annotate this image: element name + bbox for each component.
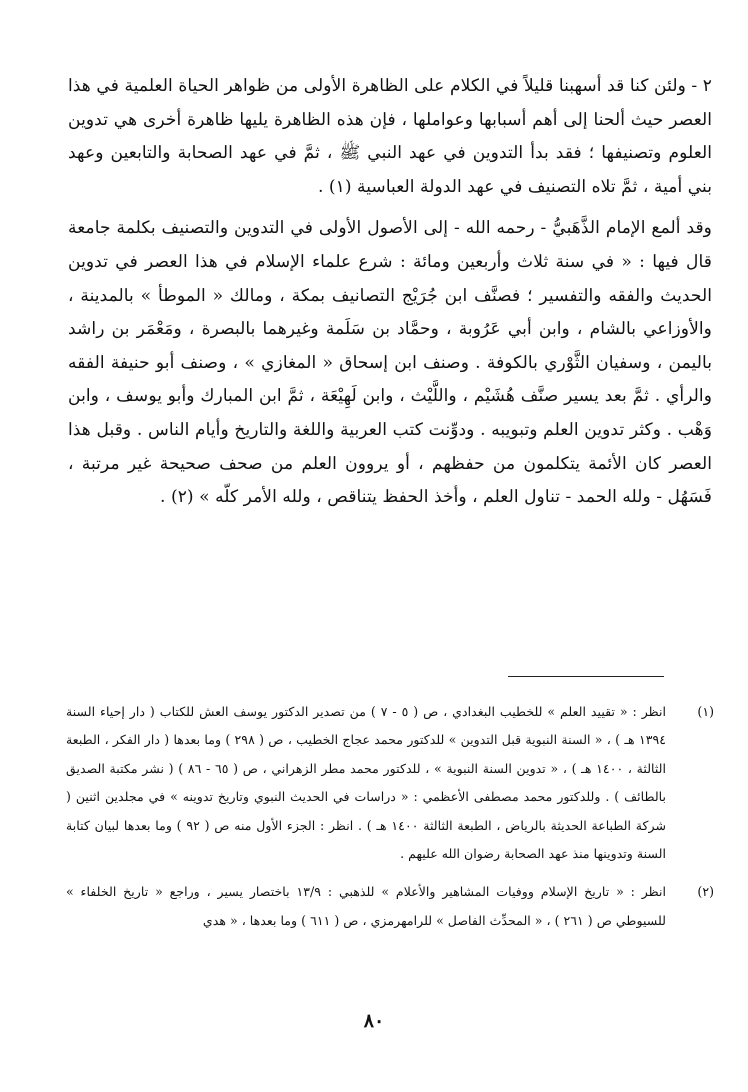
page-number: ٨٠: [363, 1010, 385, 1032]
footnote-number: (٢): [697, 884, 714, 900]
paragraph-1: ٢ - ولئن كنا قد أسهبنا قليلاً في الكلام على الظاهرة الأولى من ظواهر الحياة العلمية في هذا العصر حيث ألحنا إلى أهم أسبابها وعواملها ، فإن هذه الظاهرة يليها ظاهرة أخرى هي تدوين العلوم وتصنيفها ؛ فقد بدأ التدوين في عهد النبي ﷺ ، ثمَّ في عهد الصحابة والتابعين وعهد بني أمية ، ثمَّ تلاه التصنيف في عهد الدولة العباسية (١) .: [68, 76, 712, 197]
paragraph-2: وقد ألمع الإمام الذَّهَبيُّ - رحمه الله - إلى الأصول الأولى في التدوين والتصنيف بكلمة جامعة قال فيها : « في سنة ثلاث وأربعين ومائة : شرع علماء الإسلام في هذا العصر في تدوين الحديث والفقه والتفسير ؛ فصنَّف ابن جُرَيْج التصانيف بمكة ، ومالك « الموطأ » بالمدينة ، والأوزاعي بالشام ، وابن أبي عَرُوبة ، وحمَّاد بن سَلَمة وغيرهما بالبصرة ، ومَعْمَر بن راشد باليمن ، وسفيان الثَّوْري بالكوفة . وصنف ابن إسحاق « المغازي » ، وصنف أبو حنيفة الفقه والرأي . ثمَّ بعد يسير صنَّف هُشَيْم ، واللَّيْث ، وابن لَهِيْعَة ، ثمَّ ابن المبارك وأبو يوسف ، وابن وَهْب . وكثر تدوين العلم وتبويبه . ودوِّنت كتب العربية واللغة والتاريخ وأيام الناس . وقبل هذا العصر كان الأئمة يتكلمون من حفظهم ، أو يروون العلم من صحف صحيحة غير مرتبة ، فَسَهُل - ولله الحمد - تناول العلم ، وأخذ الحفظ يتناقص ، ولله الأمر كلّه » (٢) .: [68, 218, 712, 508]
footnote-1: [66, 698, 714, 868]
footnotes: [66, 698, 714, 935]
footnote-2: [66, 878, 714, 935]
footnote-text: انظر : « تاريخ الإسلام ووفيات المشاهير والأعلام » للذهبي : ١٣/٩ باختصار يسير ، وراجع « تاريخ الخلفاء » للسيوطي ص ( ٢٦١ ) ، « المحدِّث الفاصل » للرامهرمزي ، ص ( ٦١١ ) وما بعدها ، « هدي: [66, 884, 666, 928]
footnote-separator: [508, 676, 664, 677]
footnote-number: (١): [697, 704, 714, 719]
main-text: [68, 70, 712, 515]
footnote-text: انظر : « تقييد العلم » للخطيب البغدادي ، ص ( ٥ - ٧ ) من تصدير الدكتور يوسف العش للكتاب ( دار إحياء السنة ١٣٩٤ هـ ) ، « السنة النبوية قبل التدوين » للدكتور محمد عجاج الخطيب ، ص ( ٢٩٨ ) وما بعدها ( دار الفكر ، الطبعة الثالثة ، ١٤٠٠ هـ ) ، « تدوين السنة النبوية » ، للدكتور محمد مطر الزهراني ، ص ( ٦٥ - ٨٦ ) ( نشر مكتبة الصديق بالطائف ) . وللدكتور محمد مصطفى الأعظمي : « دراسات في الحديث النبوي وتاريخ تدوينه » في مجلدين اثنين ( شركة الطباعة الحديثة بالرياض ، الطبعة الثالثة ١٤٠٠ هـ ) . انظر : الجزء الأول منه ص ( ٩٢ ) وما بعدها لبيان كتابة السنة وتدوينها منذ عهد الصحابة رضوان الله عليهم .: [66, 704, 667, 862]
